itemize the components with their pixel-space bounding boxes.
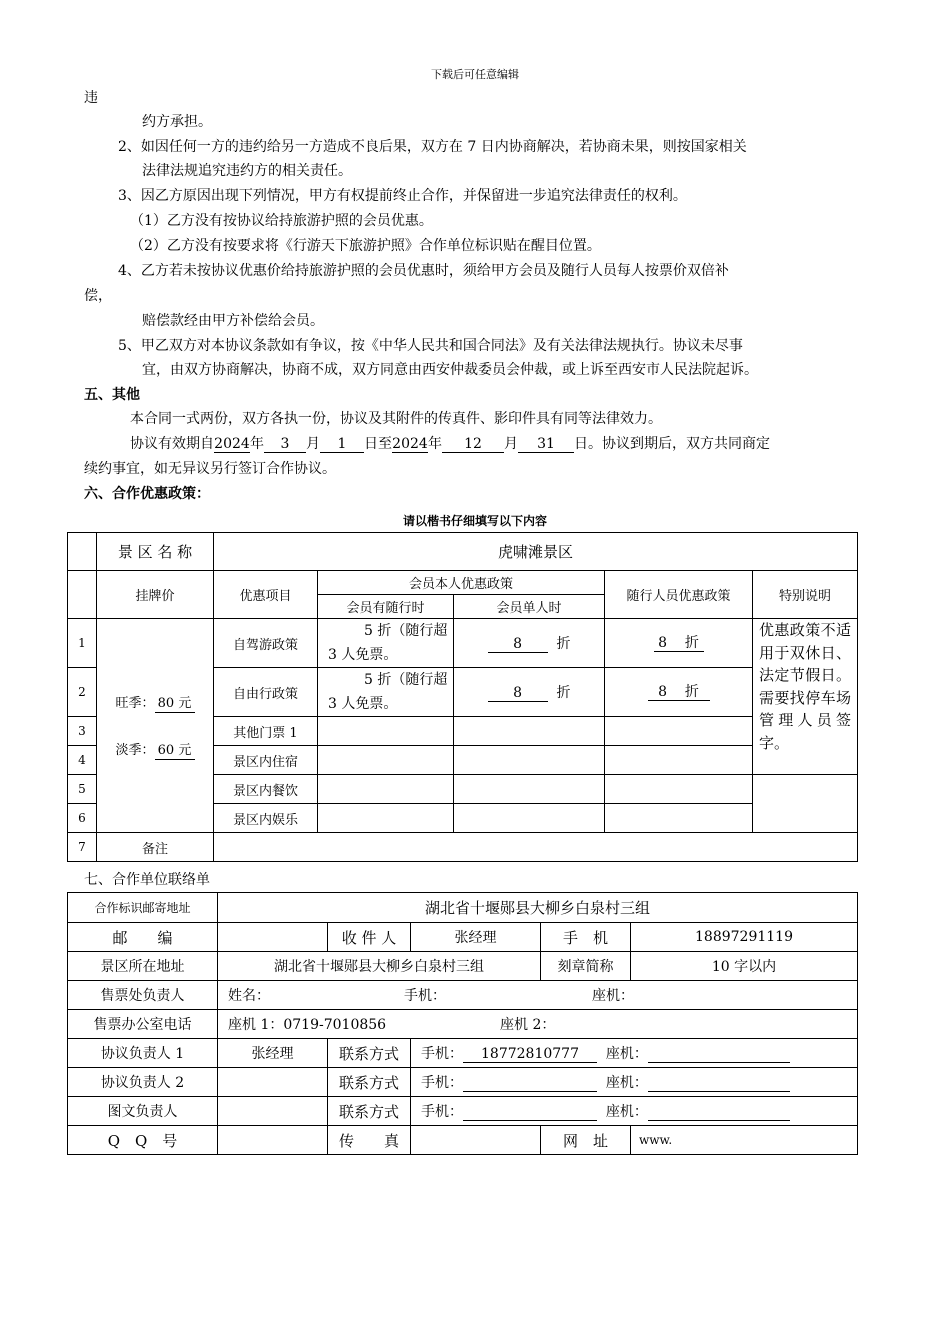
- graphic-contact: 手机： 座机：: [411, 1097, 858, 1126]
- row-number: 2: [68, 668, 97, 717]
- price-cell: [97, 619, 214, 833]
- agreement2-label: 协议负责人 2: [68, 1068, 218, 1097]
- policy-item: 景区内住宿: [214, 746, 318, 775]
- peak-price-label: 旺季：: [115, 695, 155, 711]
- col-item-header: 优惠项目: [214, 571, 318, 619]
- paragraph: 偿，: [84, 288, 112, 304]
- row-number: 7: [68, 833, 97, 862]
- stamp-label: 刻章简称: [541, 952, 631, 981]
- ticket-office-label: 售票办公室电话: [68, 1010, 218, 1039]
- companion-value: 8 折: [605, 619, 753, 668]
- scenic-label: 景 区 名 称: [97, 533, 214, 571]
- paragraph: 约方承担。: [142, 114, 212, 130]
- paragraph: 2、如因任何一方的违约给另一方造成不良后果，双方在 7 日内协商解决，若协商未果，则按国家相关: [118, 139, 747, 155]
- paragraph: （1）乙方没有按协议给持旅游护照的会员优惠。: [130, 213, 433, 229]
- col-companion-policy-header: 随行人员优惠政策: [605, 571, 753, 619]
- policy-table: [67, 532, 858, 862]
- ticket-head-value: 姓名： 手机： 座机：: [218, 981, 858, 1010]
- contact-label: 联系方式: [328, 1039, 411, 1068]
- col-price-header: 挂牌价: [97, 571, 214, 619]
- section-heading: 六、合作优惠政策：: [84, 486, 210, 502]
- row-number: 1: [68, 619, 97, 668]
- agreement1-contact: 手机： 18772810777 座机：: [411, 1039, 858, 1068]
- paragraph-fragment: 违: [84, 90, 98, 106]
- col-special-header: 特别说明: [753, 571, 858, 619]
- table-caption: 请以楷书仔细填写以下内容: [402, 514, 547, 528]
- policy-item: 景区内娱乐: [214, 804, 318, 833]
- graphic-label: 图文负责人: [68, 1097, 218, 1126]
- agreement1-label: 协议负责人 1: [68, 1039, 218, 1068]
- row-number: 3: [68, 717, 97, 746]
- policy-item: 自由行政策: [214, 668, 318, 717]
- row-number: 6: [68, 804, 97, 833]
- special-note: 优惠政策不适用于双休日、法定节假日。需要找停车场管理人员签字。: [753, 619, 858, 775]
- page-header: 下载后可任意编辑: [431, 68, 519, 81]
- stamp-value: 10 字以内: [631, 952, 858, 981]
- paragraph: 5、甲乙双方对本协议条款如有争议，按《中华人民共和国合同法》及有关法律法规执行。协议未尽事: [118, 338, 743, 354]
- start-year: 2024: [214, 436, 250, 452]
- end-day: 31: [518, 436, 574, 453]
- ticket-office-value: 座机 1：0719-7010856 座机 2：: [218, 1010, 858, 1039]
- mobile-value: 18897291119: [631, 923, 858, 952]
- contact-label: 联系方式: [328, 1097, 411, 1126]
- mail-address: 湖北省十堰郧县大柳乡白泉村三组: [218, 893, 858, 923]
- contact-label: 联系方式: [328, 1068, 411, 1097]
- col-single-header: 会员单人时: [454, 595, 605, 619]
- single-value: 8 折: [454, 619, 605, 668]
- with-companion-value: 5 折（随行超 3 人免票。: [318, 668, 454, 717]
- single-value: 8 折: [454, 668, 605, 717]
- website-value: www.: [631, 1126, 858, 1155]
- paragraph: 宜，由双方协商解决，协商不成，双方同意由西安仲裁委员会仲裁，或上诉至西安市人民法院起诉。: [142, 362, 758, 378]
- agreement1-value: 张经理: [218, 1039, 328, 1068]
- col-member-policy-header: 会员本人优惠政策: [318, 571, 605, 595]
- validity-paragraph: 协议有效期自2024年 3 月 1 日至2024年 12 月 31 日。协议到期后，双方共同商定: [130, 436, 770, 452]
- with-companion-value: 5 折（随行超 3 人免票。: [318, 619, 454, 668]
- policy-item: 自驾游政策: [214, 619, 318, 668]
- paragraph: 3、因乙方原因出现下列情况，甲方有权提前终止合作，并保留进一步追究法律责任的权利。: [118, 188, 687, 204]
- end-year: 2024: [392, 436, 428, 452]
- policy-item: 其他门票 1: [214, 717, 318, 746]
- section-heading: 七、合作单位联络单: [84, 872, 210, 888]
- fax-label: 传 真: [328, 1126, 411, 1155]
- end-month: 12: [442, 436, 504, 453]
- peak-price: 80 元: [155, 696, 195, 713]
- remark-value: [214, 833, 858, 862]
- website-label: 网 址: [541, 1126, 631, 1155]
- location-value: 湖北省十堰郧县大柳乡白泉村三组: [218, 952, 541, 981]
- start-month: 3: [264, 436, 306, 453]
- policy-item: 景区内餐饮: [214, 775, 318, 804]
- off-price: 60 元: [155, 743, 195, 760]
- scenic-name: 虎啸滩景区: [214, 533, 858, 571]
- start-day: 1: [320, 436, 364, 453]
- fax-value: [411, 1126, 541, 1155]
- row-number: 4: [68, 746, 97, 775]
- paragraph: （2）乙方没有按要求将《行游天下旅游护照》合作单位标识贴在醒目位置。: [130, 238, 601, 254]
- zip-label: 邮 编: [68, 923, 218, 952]
- contact-table: [67, 892, 858, 1155]
- receiver-label: 收 件 人: [328, 923, 411, 952]
- qq-label: Q Q 号: [68, 1126, 218, 1155]
- remark-label: 备注: [97, 833, 214, 862]
- paragraph: 本合同一式两份，双方各执一份，协议及其附件的传真件、影印件具有同等法律效力。: [130, 411, 662, 427]
- companion-value: 8 折: [605, 668, 753, 717]
- mobile-label: 手 机: [541, 923, 631, 952]
- off-price-label: 淡季：: [115, 742, 155, 758]
- col-with-companion-header: 会员有随行时: [318, 595, 454, 619]
- location-label: 景区所在地址: [68, 952, 218, 981]
- zip-value: [218, 923, 328, 952]
- paragraph: 续约事宜，如无异议另行签订合作协议。: [84, 461, 336, 477]
- mail-label: 合作标识邮寄地址: [68, 893, 218, 923]
- qq-value: [218, 1126, 328, 1155]
- ticket-head-label: 售票处负责人: [68, 981, 218, 1010]
- row-number: 5: [68, 775, 97, 804]
- section-heading: 五、其他: [84, 387, 140, 403]
- paragraph: 法律法规追究违约方的相关责任。: [142, 163, 352, 179]
- paragraph: 赔偿款经由甲方补偿给会员。: [142, 313, 324, 329]
- receiver-value: 张经理: [411, 923, 541, 952]
- agreement2-contact: 手机： 座机：: [411, 1068, 858, 1097]
- paragraph: 4、乙方若未按协议优惠价给持旅游护照的会员优惠时，须给甲方会员及随行人员每人按票价双倍补: [118, 263, 729, 279]
